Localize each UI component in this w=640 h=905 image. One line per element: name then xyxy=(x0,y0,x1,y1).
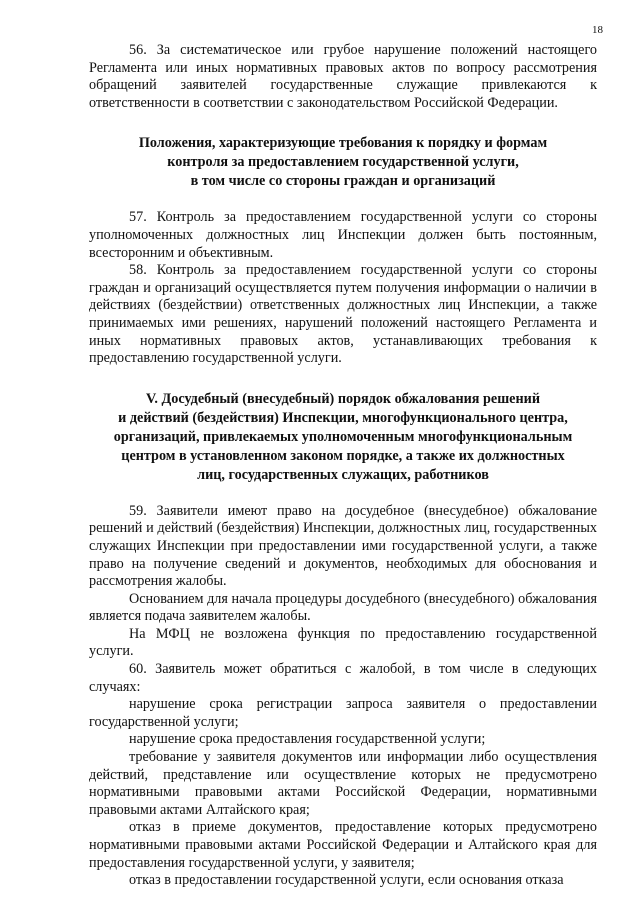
list-item: требование у заявителя документов или информации либо осуществления действий, представление или осуществление которых не предусмотрено нормативными правовыми актами Российской Федерации, нормативными правовыми актами Алтайского края; xyxy=(89,749,597,818)
paragraph-56: 56. За систематическое или грубое нарушение положений настоящего Регламента или иных нормативных правовых актов по вопросу рассмотрения обращений заявителей государственные служащие привлекаются к ответственности в соответствии с законодательством Российской Федерации. xyxy=(89,42,597,111)
paragraph-basis: Основанием для начала процедуры досудебного (внесудебного) обжалования является подача заявителем жалобы. xyxy=(89,590,597,625)
list-item: нарушение срока предоставления государственной услуги; xyxy=(129,731,486,748)
heading-line: контроля за предоставлением государственной услуги, xyxy=(167,154,519,171)
paragraph-mfc: На МФЦ не возложена функция по предоставлению государственной услуги. xyxy=(89,625,597,660)
page-content xyxy=(89,42,597,890)
list-item: отказ в приеме документов, предоставление которых предусмотрено нормативными правовыми актами Российской Федерации и Алтайского края для предоставления государственной услуги, у заявителя; xyxy=(89,819,597,871)
heading-line: и действий (бездействия) Инспекции, многофункционального центра, xyxy=(118,409,568,426)
heading-line: Положения, характеризующие требования к порядку и формам xyxy=(138,135,548,152)
heading-line: V. Досудебный (внесудебный) порядок обжалования решений xyxy=(146,390,540,407)
heading-line: в том числе со стороны граждан и организаций xyxy=(190,173,496,190)
heading-control-requirements xyxy=(89,134,597,191)
heading-section-5 xyxy=(89,390,597,485)
list-item: отказ в предоставлении государственной услуги, если основания отказа xyxy=(129,872,564,889)
heading-line: центром в установленном законом порядке, а также их должностных xyxy=(121,447,565,464)
page-number: 18 xyxy=(592,24,603,36)
paragraph-57: 57. Контроль за предоставлением государственной услуги со стороны уполномоченных должностных лиц Инспекции должен быть постоянным, всесторонним и объективным. xyxy=(89,209,597,261)
list-item: нарушение срока регистрации запроса заявителя о предоставлении государственной услуги; xyxy=(89,696,597,730)
paragraph-59: 59. Заявители имеют право на досудебное (внесудебное) обжалование решений и действий (бездействия) Инспекции, должностных лиц, государственных служащих Инспекции при предоставлении ими государственной услуги, а также право на получение сведений и документов, необходимых для обоснования и рассмотрения жалобы. xyxy=(89,502,597,590)
heading-line: лиц, государственных служащих, работников xyxy=(197,466,489,483)
heading-line: организаций, привлекаемых уполномоченным многофункциональным xyxy=(113,428,573,445)
paragraph-58: 58. Контроль за предоставлением государственной услуги со стороны граждан и организаций осуществляется путем получения информации о наличии в действиях (бездействии) ответственных должностных лиц Инспекции, а также принимаемых ими решениях, нарушений положений настоящего Регламента и иных нормативных правовых актов, устанавливающих требования к предоставлению государственной услуги. xyxy=(89,262,597,367)
paragraph-60: 60. Заявитель может обратиться с жалобой, в том числе в следующих случаях: xyxy=(89,661,597,695)
